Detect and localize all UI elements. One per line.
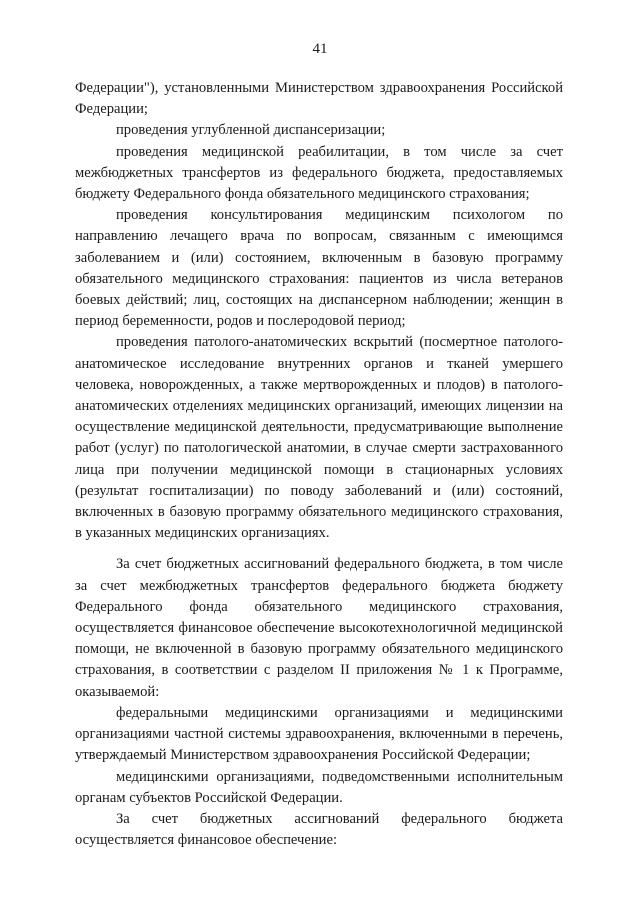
paragraph: проведения консультирования медицинским психологом по направлению лечащего врача по вопросам, связанным с имеющимся заболеванием и (или) состоянием, включенным в базовую программу обязательного медицинского страхования: пациентов из числа ветеранов боевых действий; лиц, состоящих на диспансерном наблюдении; женщин в период беременности, родов и послеродовой период; (75, 207, 563, 330)
page-number: 41 (312, 41, 328, 57)
paragraph: проведения углубленной диспансеризации; (116, 122, 386, 139)
paragraph: федеральными медицинскими организациями и медицинскими организациями частной системы здравоохранения, включенными в перечень, утверждаемый Министерством здравоохранения Российской Федерации; (75, 704, 563, 764)
paragraph: Федерации"), установленными Министерством здравоохранения Российской Федерации; (75, 80, 563, 118)
paragraph: проведения патолого-анатомических вскрытий (посмертное патолого-анатомическое исследование внутренних органов и тканей умершего человека, новорожденных, а также мертворожденных и плодов) в патолого-анатомических отделениях медицинских организаций, имеющих лицензии на осуществление медицинской деятельности, предусматривающие выполнение работ (услуг) по патологической анатомии, в случае смерти застрахованного лица при получении медицинской помощи в стационарных условиях (результат госпитализации) по поводу заболеваний и (или) состояний, включенных в базовую программу обязательного медицинского страхования, в указанных медицинских организациях. (75, 334, 563, 542)
paragraph: За счет бюджетных ассигнований федерального бюджета осуществляется финансовое обеспечение: (75, 810, 563, 849)
paragraph: медицинскими организациями, подведомственными исполнительным органам субъектов Российской Федерации. (75, 768, 563, 806)
document-body (75, 78, 563, 851)
paragraph: За счет бюджетных ассигнований федерального бюджета, в том числе за счет межбюджетных трансфертов федерального бюджета бюджету Федерального фонда обязательного медицинского страхования, осуществляется финансовое обеспечение высокотехнологичной медицинской помощи, не включенной в базовую программу обязательного медицинского страхования, в соответствии с разделом II приложения № 1 к Программе, оказываемой: (75, 556, 563, 700)
paragraph: проведения медицинской реабилитации, в том числе за счет межбюджетных трансфертов из федерального бюджета, предоставляемых бюджету Федерального фонда обязательного медицинского страхования; (75, 143, 563, 203)
